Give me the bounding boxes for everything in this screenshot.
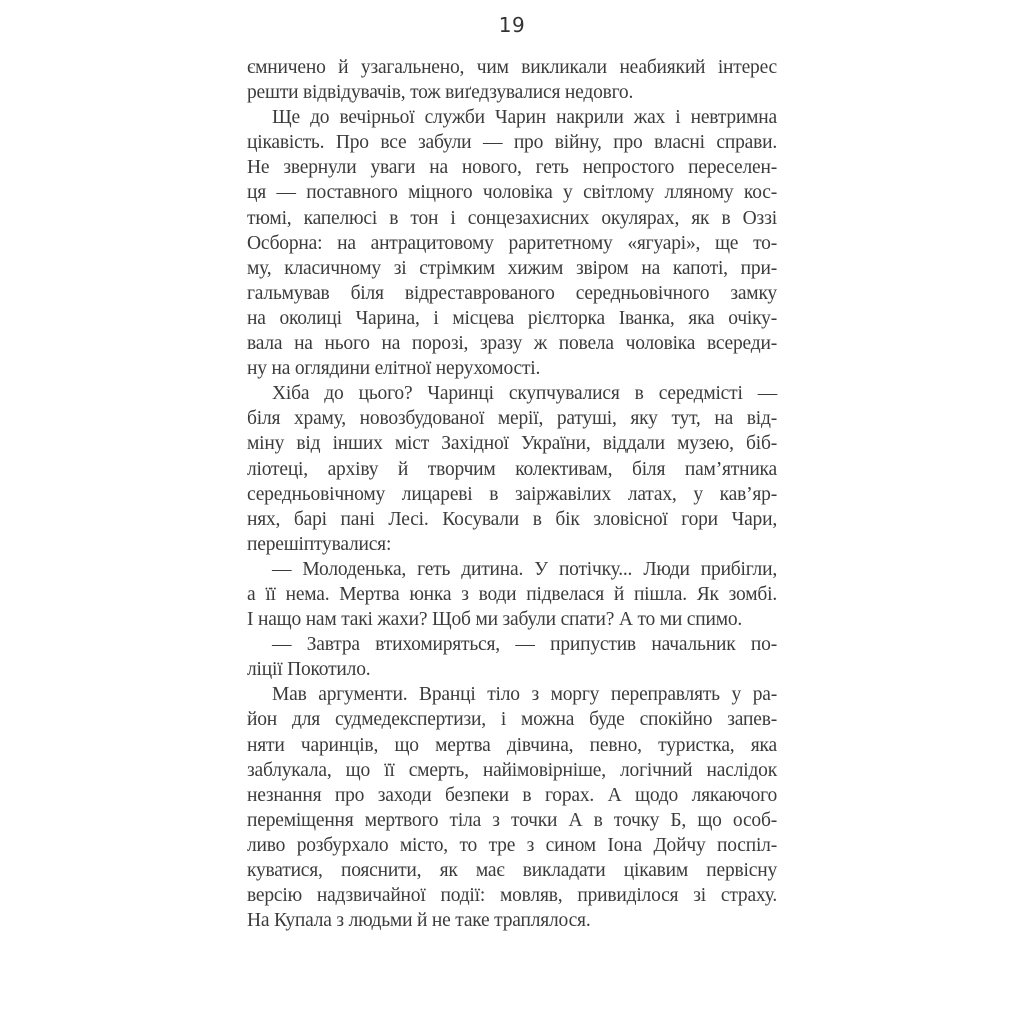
text-line: гальмував біля відреставрованого середньовічного замку: [247, 282, 777, 304]
text-line: заблукала, що її смерть, найімовірніше, логічний наслідок: [247, 759, 777, 781]
text-line: цікавість. Про все забули — про війну, про власні справи.: [247, 132, 777, 154]
paragraph: [247, 105, 777, 381]
text-line: І нащо нам такі жахи? Щоб ми забули спати? А то ми спимо.: [247, 609, 743, 631]
page-number: 19: [498, 13, 526, 37]
text-line: незнання про заходи безпеки в горах. А щодо лякаючого: [247, 784, 777, 806]
text-line: біля храму, новозбудованої мерії, ратуші, яку тут, на від-: [247, 408, 777, 430]
text-line: йон для судмедекспертизи, і можна буде спокійно запев-: [247, 709, 777, 731]
paragraph: [247, 682, 777, 933]
text-line: ну на оглядини елітної нерухомості.: [247, 358, 541, 380]
text-line: тюмі, капелюсі в тон і сонцезахисних окулярах, як в Оззі: [247, 207, 777, 229]
text-line: Хіба до цього? Чаринці скупчувалися в середмісті —: [272, 383, 777, 405]
paragraph: [247, 632, 777, 682]
text-line: вала на нього на порозі, зразу ж повела чоловіка всереди-: [247, 333, 777, 355]
paragraph: [247, 55, 777, 105]
text-line: Осборна: на антрацитовому раритетному «ягуарі», ще то-: [247, 232, 777, 254]
text-line: міну від інших міст Західної України, віддали музею, біб-: [247, 433, 777, 455]
text-line: На Купала з людьми й не таке траплялося.: [247, 910, 591, 932]
text-line: перешіптувалися:: [247, 533, 392, 555]
text-line: — Завтра втихомиряться, — припустив начальник по-: [272, 634, 777, 656]
text-line: переміщення мертвого тіла з точки А в точку Б, що особ-: [247, 809, 777, 831]
text-line: ливо розбурхало місто, то тре з сином Іона Дойчу поспіл-: [247, 834, 777, 856]
paragraph: [247, 557, 777, 632]
text-line: нях, барі пані Лесі. Косували в бік зловісної гори Чари,: [247, 508, 777, 530]
text-line: му, класичному зі стрімким хижим звіром на капоті, при-: [247, 257, 777, 279]
text-line: Ще до вечірньої служби Чарин накрили жах і невтримна: [272, 107, 777, 129]
text-line: няти чаринців, що мертва дівчина, певно, туристка, яка: [247, 734, 777, 756]
text-line: ця — поставного міцного чоловіка у світлому лляному кос-: [247, 182, 777, 204]
text-line: ліотеці, архіву й творчим колективам, біля пам’ятника: [247, 458, 777, 480]
text-line: на околиці Чарина, і місцева рієлторка Іванка, яка очіку-: [247, 307, 777, 329]
text-line: — Молоденька, геть дитина. У потічку... Люди прибігли,: [272, 558, 777, 580]
text-line: ємничено й узагальнено, чим викликали неабиякий інтерес: [247, 57, 777, 78]
text-line: середньовічному лицареві в заіржавілих латах, у кав’яр-: [247, 483, 777, 505]
paragraph: [247, 381, 777, 557]
text-line: Мав аргументи. Вранці тіло з моргу переправлять у ра-: [272, 684, 777, 706]
text-block: [247, 55, 777, 933]
text-line: версію надзвичайної події: мовляв, привиділося зі страху.: [247, 885, 777, 907]
text-line: Не звернули уваги на нового, геть непростого переселен-: [247, 157, 777, 179]
text-line: куватися, пояснити, як має викладати цікавим первісну: [247, 860, 777, 881]
text-line: ліції Покотило.: [247, 659, 371, 681]
text-line: а її нема. Мертва юнка з води підвелася й пішла. Як зомбі.: [247, 583, 777, 605]
text-line: решти відвідувачів, тож виґедзувалися недовго.: [247, 82, 634, 104]
